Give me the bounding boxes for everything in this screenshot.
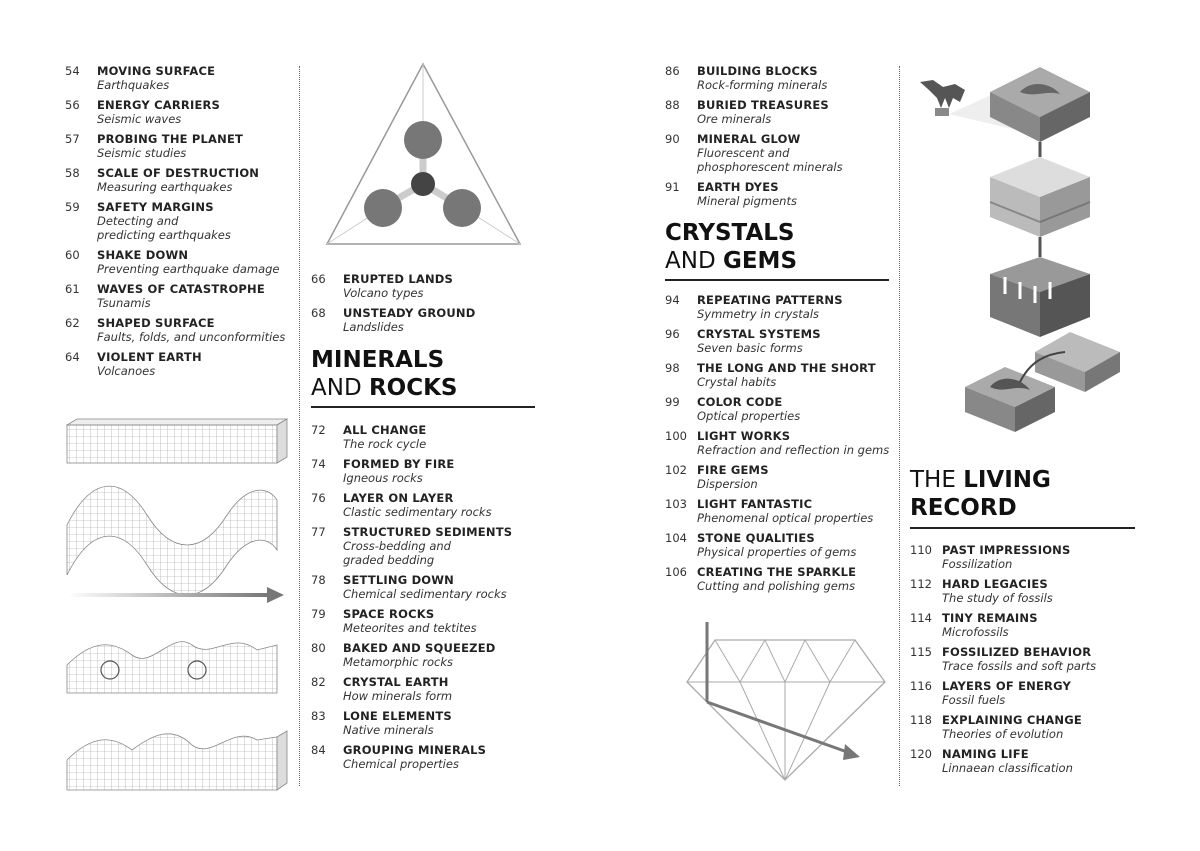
- entry-subtitle: Phenomenal optical properties: [697, 511, 874, 525]
- entry-subtitle: Refraction and reflection in gems: [697, 443, 890, 457]
- contents-entry: [665, 497, 895, 525]
- entry-subtitle: Seismic studies: [97, 146, 187, 160]
- entry-text: [697, 531, 856, 559]
- contents-entry: [910, 543, 1140, 571]
- entry-subtitle: Faults, folds, and unconformities: [97, 330, 286, 344]
- entry-subtitle: Clastic sedimentary rocks: [343, 505, 492, 519]
- entry-title: SETTLING DOWN: [343, 573, 454, 587]
- entry-text: [343, 573, 507, 601]
- entry-text: [97, 166, 259, 194]
- page-number: 74: [311, 457, 326, 471]
- entry-text: [697, 293, 843, 321]
- entry-title: BURIED TREASURES: [697, 98, 829, 112]
- entry-subtitle: Meteorites and tektites: [343, 621, 477, 635]
- entry-text: [697, 327, 821, 355]
- contents-entry: [665, 429, 895, 457]
- contents-entry: [311, 525, 541, 567]
- entry-text: [942, 679, 1071, 707]
- page-number: 66: [311, 272, 326, 286]
- entry-text: [942, 611, 1038, 639]
- entry-title: ALL CHANGE: [343, 423, 427, 437]
- heading-rule: [311, 406, 535, 408]
- contents-entry: [311, 675, 541, 703]
- entry-title: PROBING THE PLANET: [97, 132, 244, 146]
- entry-text: [697, 497, 873, 525]
- entry-subtitle: Theories of evolution: [942, 727, 1064, 741]
- entry-text: [343, 607, 477, 635]
- contents-entry: [311, 743, 541, 771]
- entry-title: PAST IMPRESSIONS: [942, 543, 1071, 557]
- page-number: 83: [311, 709, 326, 723]
- contents-column-earthquakes: [65, 64, 295, 384]
- entry-title: WAVES OF CATASTROPHE: [97, 282, 265, 296]
- entry-text: [697, 132, 843, 174]
- entry-subtitle: Measuring earthquakes: [97, 180, 233, 194]
- page-number: 110: [910, 543, 932, 557]
- entry-text: [343, 272, 453, 300]
- entry-subtitle: The rock cycle: [343, 437, 427, 451]
- entry-text: [343, 709, 452, 737]
- entry-title: LONE ELEMENTS: [343, 709, 452, 723]
- entry-title: UNSTEADY GROUND: [343, 306, 476, 320]
- contents-entry: [910, 747, 1140, 775]
- section-heading-living-record: THE LIVING RECORD: [910, 467, 1051, 521]
- entry-text: [343, 743, 486, 771]
- contents-entry: [311, 641, 541, 669]
- contents-entry: [665, 531, 895, 559]
- molecule-triangle-illustration: [325, 62, 525, 252]
- entry-text: [97, 248, 280, 276]
- entry-title: BAKED AND SQUEEZED: [343, 641, 496, 655]
- contents-entry: [65, 166, 295, 194]
- entry-title: GROUPING MINERALS: [343, 743, 487, 757]
- entry-title: TINY REMAINS: [942, 611, 1038, 625]
- entry-subtitle: Optical properties: [697, 409, 801, 423]
- contents-entry: [910, 577, 1140, 605]
- page-number: 77: [311, 525, 326, 539]
- entry-subtitle: Landslides: [343, 320, 404, 334]
- entry-text: [343, 457, 454, 485]
- entry-title: MOVING SURFACE: [97, 64, 216, 78]
- entry-subtitle: Volcanoes: [97, 364, 156, 378]
- entry-title: EXPLAINING CHANGE: [942, 713, 1082, 727]
- entry-subtitle: Seven basic forms: [697, 341, 803, 355]
- contents-entry: [311, 306, 541, 334]
- entry-title: EARTH DYES: [697, 180, 779, 194]
- entry-title: REPEATING PATTERNS: [697, 293, 843, 307]
- entry-title: ENERGY CARRIERS: [97, 98, 221, 112]
- entry-subtitle: Earthquakes: [97, 78, 170, 92]
- contents-entry: [665, 565, 895, 593]
- entry-subtitle: Physical properties of gems: [697, 545, 857, 559]
- page-number: 115: [910, 645, 932, 659]
- contents-entry: [65, 200, 295, 242]
- contents-entry: [311, 457, 541, 485]
- entry-subtitle: Crystal habits: [697, 375, 777, 389]
- entry-text: [942, 747, 1073, 775]
- entry-subtitle: Metamorphic rocks: [343, 655, 454, 669]
- contents-entry: [65, 132, 295, 160]
- entry-subtitle: Volcano types: [343, 286, 424, 300]
- page-number: 58: [65, 166, 80, 180]
- contents-entry: [65, 98, 295, 126]
- contents-entry: [65, 350, 295, 378]
- page-number: 78: [311, 573, 326, 587]
- contents-entry: [910, 713, 1140, 741]
- entry-subtitle: Linnaean classification: [942, 761, 1073, 775]
- contents-entry: [65, 248, 295, 276]
- entry-subtitle: Fluorescent and phosphorescent minerals: [697, 146, 843, 174]
- entry-title: ERUPTED LANDS: [343, 272, 454, 286]
- contents-column-minerals-continued: [665, 64, 895, 214]
- entry-subtitle: Ore minerals: [697, 112, 772, 126]
- entry-text: [97, 64, 215, 92]
- entry-title: NAMING LIFE: [942, 747, 1029, 761]
- entry-title: LIGHT FANTASTIC: [697, 497, 813, 511]
- entry-subtitle: The study of fossils: [942, 591, 1053, 605]
- page-number: 99: [665, 395, 680, 409]
- heading-rule: [665, 279, 889, 281]
- entry-text: [343, 423, 426, 451]
- contents-column-crystals-gems: [665, 293, 895, 599]
- contents-entry: [910, 645, 1140, 673]
- entry-subtitle: Fossil fuels: [942, 693, 1006, 707]
- section-heading-crystals-gems: CRYSTALS AND GEMS: [665, 220, 798, 274]
- fossilization-illustration: [915, 62, 1135, 442]
- entry-subtitle: Fossilization: [942, 557, 1013, 571]
- entry-text: [97, 132, 243, 160]
- contents-entry: [665, 293, 895, 321]
- page-number: 102: [665, 463, 687, 477]
- entry-subtitle: Trace fossils and soft parts: [942, 659, 1097, 673]
- entry-text: [97, 200, 231, 242]
- column-divider: [299, 66, 300, 786]
- entry-text: [942, 577, 1053, 605]
- page-number: 118: [910, 713, 932, 727]
- contents-entry: [665, 395, 895, 423]
- contents-entry: [665, 64, 895, 92]
- page-number: 91: [665, 180, 680, 194]
- entry-subtitle: Detecting and predicting earthquakes: [97, 214, 231, 242]
- entry-text: [697, 395, 800, 423]
- column-divider: [899, 66, 900, 786]
- entry-text: [97, 282, 265, 310]
- contents-entry: [665, 463, 895, 491]
- section-heading-minerals-rocks: MINERALS AND ROCKS: [311, 347, 458, 401]
- entry-title: FORMED BY FIRE: [343, 457, 455, 471]
- page-number: 96: [665, 327, 680, 341]
- entry-title: HARD LEGACIES: [942, 577, 1048, 591]
- entry-text: [942, 543, 1070, 571]
- page-number: 94: [665, 293, 680, 307]
- entry-subtitle: Chemical sedimentary rocks: [343, 587, 507, 601]
- page-number: 56: [65, 98, 80, 112]
- contents-entry: [665, 180, 895, 208]
- entry-text: [697, 429, 889, 457]
- entry-title: LAYER ON LAYER: [343, 491, 454, 505]
- entry-text: [343, 641, 496, 669]
- entry-text: [343, 491, 492, 519]
- page-number: 90: [665, 132, 680, 146]
- entry-subtitle: Tsunamis: [97, 296, 151, 310]
- entry-title: THE LONG AND THE SHORT: [697, 361, 876, 375]
- contents-entry: [311, 573, 541, 601]
- entry-text: [97, 98, 220, 126]
- page-number: 60: [65, 248, 80, 262]
- page-number: 103: [665, 497, 687, 511]
- entry-title: STONE QUALITIES: [697, 531, 815, 545]
- contents-entry: [311, 607, 541, 635]
- entry-text: [697, 64, 827, 92]
- entry-title: CRYSTAL EARTH: [343, 675, 449, 689]
- entry-subtitle: Igneous rocks: [343, 471, 423, 485]
- entry-title: SHAPED SURFACE: [97, 316, 215, 330]
- contents-column-minerals-rocks: [311, 423, 541, 777]
- entry-title: SPACE ROCKS: [343, 607, 435, 621]
- page-number: 100: [665, 429, 687, 443]
- page-number: 59: [65, 200, 80, 214]
- contents-entry: [665, 98, 895, 126]
- contents-entry: [65, 282, 295, 310]
- entry-subtitle: Symmetry in crystals: [697, 307, 820, 321]
- entry-subtitle: Cutting and polishing gems: [697, 579, 856, 593]
- page-number: 54: [65, 64, 80, 78]
- contents-entry: [665, 132, 895, 174]
- page-number: 88: [665, 98, 680, 112]
- entry-title: CREATING THE SPARKLE: [697, 565, 857, 579]
- entry-text: [343, 525, 512, 567]
- page-number: 120: [910, 747, 932, 761]
- page-number: 72: [311, 423, 326, 437]
- page-number: 112: [910, 577, 932, 591]
- heading-rule: [910, 527, 1135, 529]
- contents-entry: [311, 272, 541, 300]
- contents-entry: [65, 64, 295, 92]
- entry-text: [343, 675, 452, 703]
- contents-entry: [311, 491, 541, 519]
- page-number: 114: [910, 611, 932, 625]
- page-number: 62: [65, 316, 80, 330]
- entry-title: SCALE OF DESTRUCTION: [97, 166, 260, 180]
- entry-subtitle: Native minerals: [343, 723, 434, 737]
- entry-title: COLOR CODE: [697, 395, 783, 409]
- entry-text: [942, 645, 1096, 673]
- entry-title: MINERAL GLOW: [697, 132, 801, 146]
- page-number: 79: [311, 607, 326, 621]
- entry-title: SAFETY MARGINS: [97, 200, 214, 214]
- entry-text: [697, 98, 829, 126]
- entry-text: [97, 316, 285, 344]
- entry-subtitle: Preventing earthquake damage: [97, 262, 280, 276]
- page-number: 68: [311, 306, 326, 320]
- page-number: 86: [665, 64, 680, 78]
- entry-subtitle: Chemical properties: [343, 757, 459, 771]
- diamond-illustration: [685, 620, 885, 790]
- entry-title: FIRE GEMS: [697, 463, 769, 477]
- page-number: 104: [665, 531, 687, 545]
- entry-subtitle: How minerals form: [343, 689, 453, 703]
- entry-subtitle: Mineral pigments: [697, 194, 797, 208]
- contents-column-volcanoes: [311, 272, 541, 340]
- entry-text: [697, 361, 876, 389]
- page-number: 98: [665, 361, 680, 375]
- entry-title: SHAKE DOWN: [97, 248, 189, 262]
- page-number: 116: [910, 679, 932, 693]
- entry-subtitle: Cross-bedding and graded bedding: [343, 539, 451, 567]
- entry-text: [942, 713, 1082, 741]
- page-number: 84: [311, 743, 326, 757]
- contents-entry: [665, 327, 895, 355]
- entry-title: FOSSILIZED BEHAVIOR: [942, 645, 1092, 659]
- contents-entry: [665, 361, 895, 389]
- page-number: 76: [311, 491, 326, 505]
- entry-title: LAYERS OF ENERGY: [942, 679, 1071, 693]
- entry-text: [97, 350, 202, 378]
- page-number: 57: [65, 132, 80, 146]
- entry-subtitle: Seismic waves: [97, 112, 182, 126]
- contents-entry: [311, 423, 541, 451]
- entry-subtitle: Dispersion: [697, 477, 758, 491]
- page-number: 61: [65, 282, 80, 296]
- entry-title: BUILDING BLOCKS: [697, 64, 818, 78]
- entry-title: LIGHT WORKS: [697, 429, 791, 443]
- entry-title: VIOLENT EARTH: [97, 350, 202, 364]
- contents-entry: [311, 709, 541, 737]
- entry-text: [343, 306, 475, 334]
- entry-title: CRYSTAL SYSTEMS: [697, 327, 821, 341]
- page-number: 106: [665, 565, 687, 579]
- seismic-waves-illustration: [62, 415, 292, 815]
- page-number: 80: [311, 641, 326, 655]
- contents-column-living-record: [910, 543, 1140, 781]
- contents-entry: [910, 679, 1140, 707]
- page-number: 82: [311, 675, 326, 689]
- page-number: 64: [65, 350, 80, 364]
- entry-subtitle: Rock-forming minerals: [697, 78, 828, 92]
- entry-text: [697, 463, 769, 491]
- entry-text: [697, 180, 797, 208]
- contents-entry: [910, 611, 1140, 639]
- entry-text: [697, 565, 856, 593]
- contents-entry: [65, 316, 295, 344]
- entry-title: STRUCTURED SEDIMENTS: [343, 525, 513, 539]
- entry-subtitle: Microfossils: [942, 625, 1009, 639]
